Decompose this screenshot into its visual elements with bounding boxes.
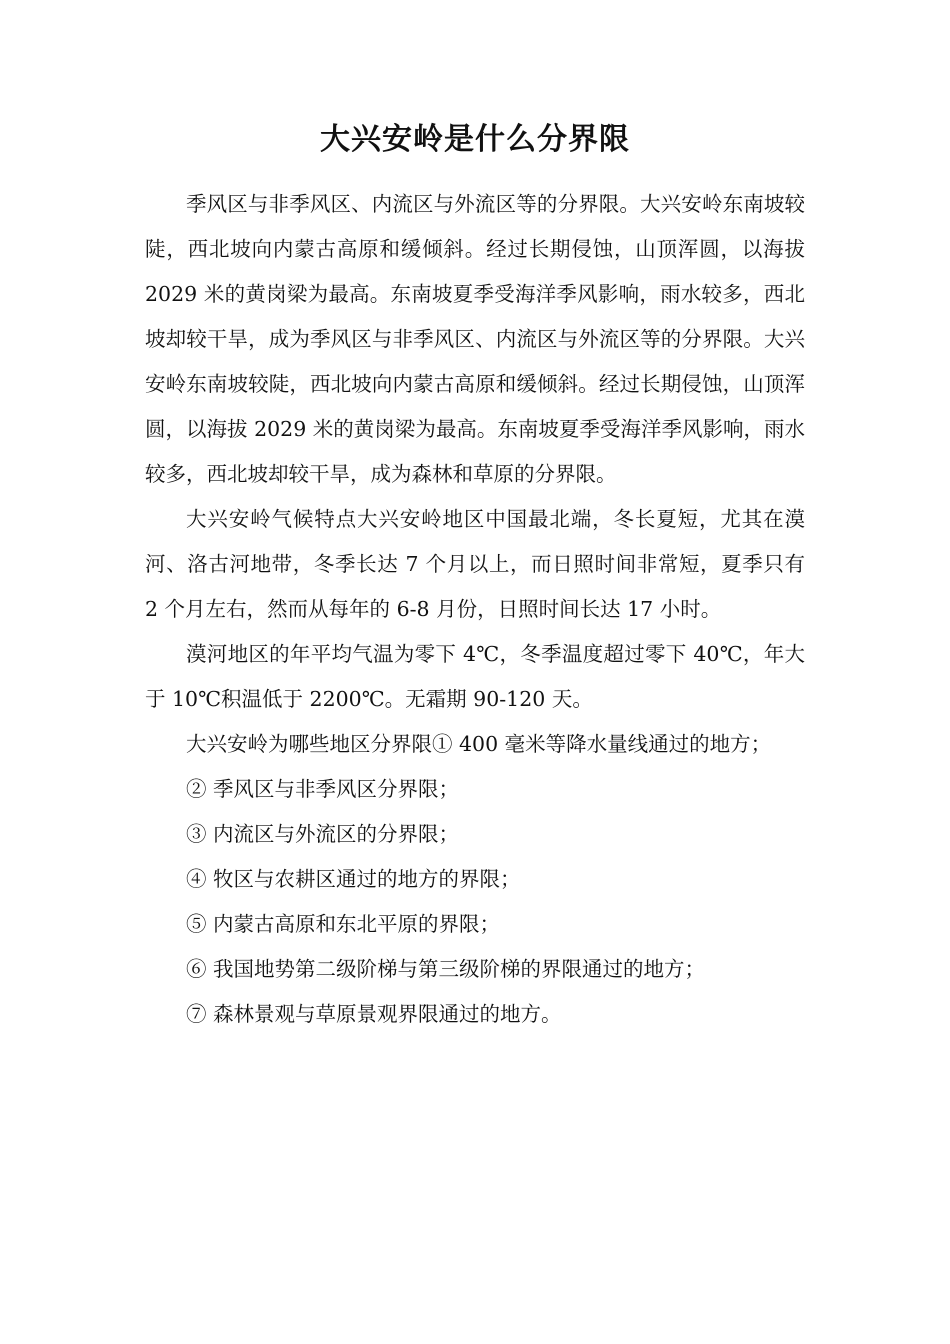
paragraph-mohe-temperature: 漠河地区的年平均气温为零下 4℃，冬季温度超过零下 40℃，年大于 10℃积温低于 2200℃。无霜期 90-120 天。 — [145, 642, 805, 711]
boundary-list — [145, 722, 805, 1037]
list-item: ③ 内流区与外流区的分界限； — [186, 822, 460, 846]
document-page — [145, 118, 805, 1037]
list-item: ⑤ 内蒙古高原和东北平原的界限； — [186, 912, 501, 936]
paragraph-boundary-overview: 季风区与非季风区、内流区与外流区等的分界限。大兴安岭东南坡较陡，西北坡向内蒙古高原和缓倾斜。经过长期侵蚀，山顶浑圆，以海拔 2029 米的黄岗梁为最高。东南坡夏季受海洋季风影响，雨水较多，西北坡却较干旱，成为季风区与非季风区、内流区与外流区等的分界限。大兴安岭东南坡较陡，西北坡向内蒙古高原和缓倾斜。经过长期侵蚀，山顶浑圆，以海拔 2029 米的黄岗梁为最高。东南坡夏季受海洋季风影响，雨水较多，西北坡却较干旱，成为森林和草原的分界限。 — [145, 192, 805, 486]
list-item: ⑥ 我国地势第二级阶梯与第三级阶梯的界限通过的地方； — [186, 957, 706, 981]
list-item: ④ 牧区与农耕区通过的地方的界限； — [186, 867, 521, 891]
list-item: ⑦ 森林景观与草原景观界限通过的地方。 — [186, 1002, 562, 1026]
list-item: ② 季风区与非季风区分界限； — [186, 777, 460, 801]
list-item: 大兴安岭为哪些地区分界限① 400 毫米等降水量线通过的地方； — [186, 732, 772, 756]
document-title: 大兴安岭是什么分界限 — [320, 122, 630, 157]
paragraph-climate-features: 大兴安岭气候特点大兴安岭地区中国最北端，冬长夏短，尤其在漠河、洛古河地带，冬季长达 7 个月以上，而日照时间非常短，夏季只有 2 个月左右，然而从每年的 6-8 月份，日照时间长达 17 小时。 — [145, 507, 805, 621]
